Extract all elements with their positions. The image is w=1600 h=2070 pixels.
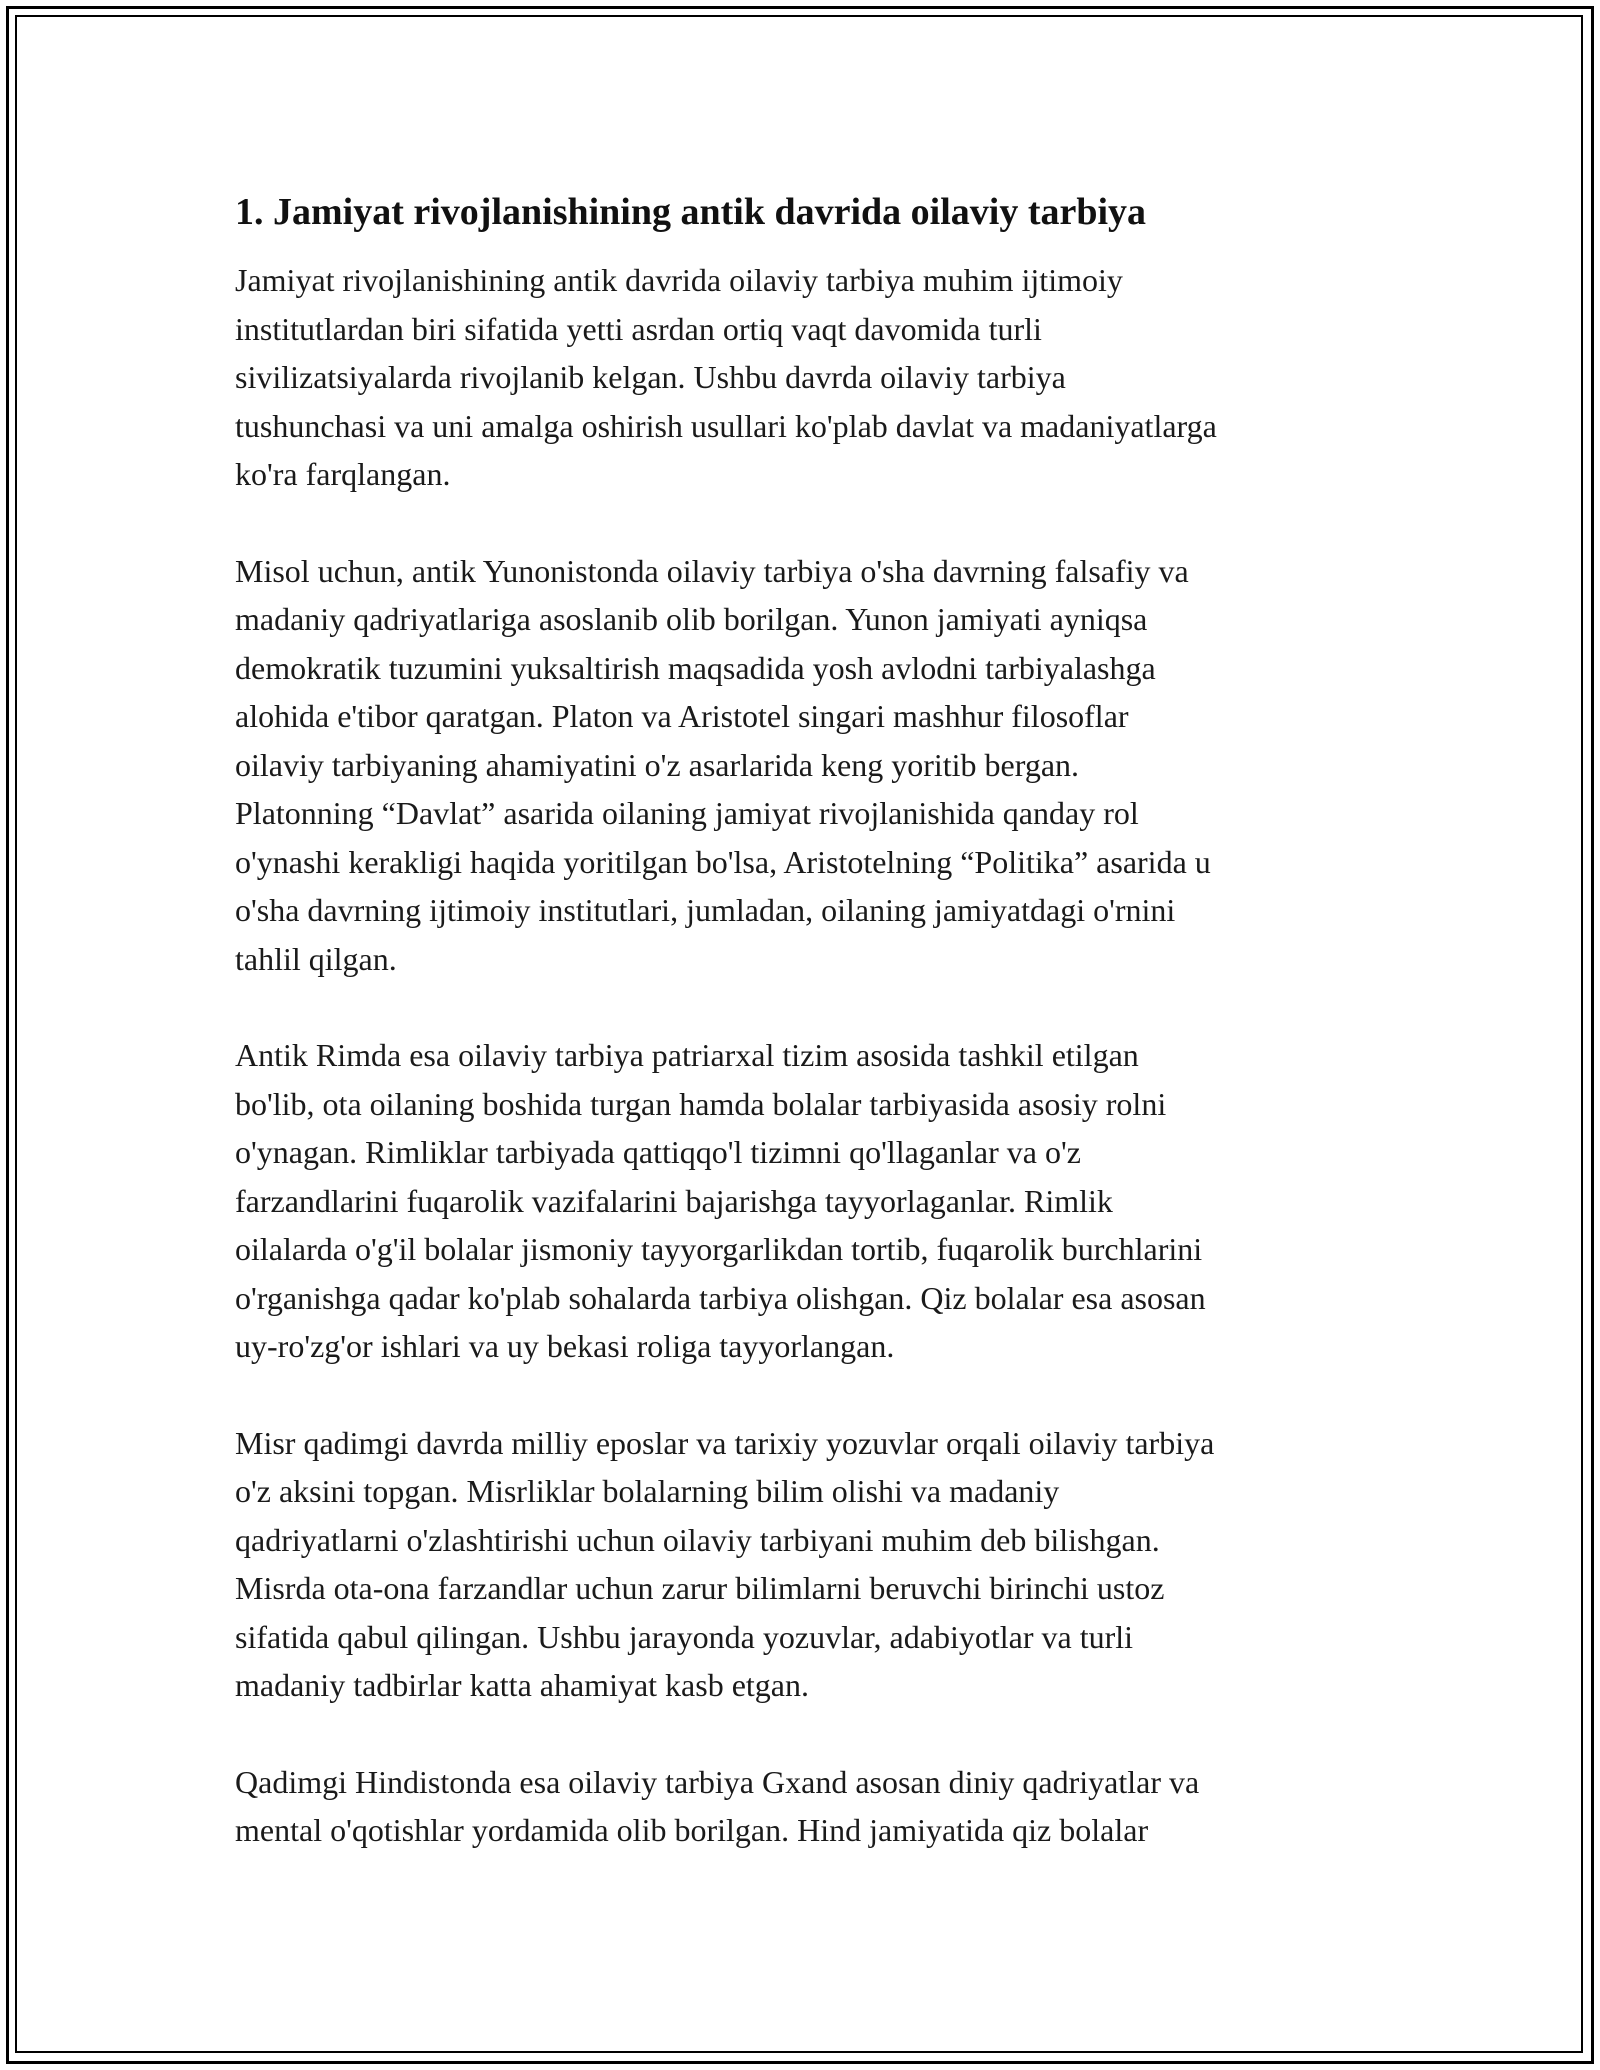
paragraph-greece: Misol uchun, antik Yunonistonda oilaviy tarbiya o'sha davrning falsafiy va madaniy qadriyatlariga asoslanib olib borilgan. Yunon jamiyati ayniqsa demokratik tuzumini yuksaltirish maqsadida yosh avlodni tarbiyalashga alohida e'tibor qaratgan. Platon va Aristotel singari mashhur filosoflar oilaviy tarbiyaning ahamiyatini o'z asarlarida keng yoritib bergan. Platonning “Davlat” asarida oilaning jamiyat rivojlanishida qanday rol o'ynashi kerakligi haqida yoritilgan bo'lsa, Aristotelning “Politika” asarida u o'sha davrning ijtimoiy institutlari, jumladan, oilaning jamiyatdagi o'rnini tahlil qilgan. [235, 552, 1211, 977]
paragraph-rome: Antik Rimda esa oilaviy tarbiya patriarxal tizim asosida tashkil etilgan bo'lib, ota oilaning boshida turgan hamda bolalar tarbiyasida asosiy rolni o'ynagan. Rimliklar tarbiyada qattiqqo'l tizimni qo'llaganlar va o'z farzandlarini fuqarolik vazifalarini bajarishga tayyorlaganlar. Rimlik oilalarda o'g'il bolalar jismoniy tayyorgarlikdan tortib, fuqarolik burchlarini o'rganishga qadar ko'plab sohalarda tarbiya olishgan. Qiz bolalar esa asosan uy-ro'zg'or ishlari va uy bekasi roliga tayyorlangan. [235, 1037, 1206, 1364]
paragraph-egypt: Misr qadimgi davrda milliy eposlar va tarixiy yozuvlar orqali oilaviy tarbiya o'z aksini topgan. Misrliklar bolalarning bilim olishi va madaniy qadriyatlarni o'zlashtirishi uchun oilaviy tarbiyani muhim deb bilishgan. Misrda ota-ona farzandlar uchun zarur bilimlarni beruvchi birinchi ustoz sifatida qabul qilingan. Ushbu jarayonda yozuvlar, adabiyotlar va turli madaniy tadbirlar katta ahamiyat kasb etgan. [235, 1424, 1215, 1703]
paragraph-intro: Jamiyat rivojlanishining antik davrida oilaviy tarbiya muhim ijtimoiy institutlardan biri sifatida yetti asrdan ortiq vaqt davomida turli sivilizatsiyalarda rivojlanib kelgan. Ushbu davrda oilaviy tarbiya tushunchasi va uni amalga oshirish usullari ko'plab davlat va madaniyatlarga ko'ra farqlangan. [235, 262, 1217, 492]
paragraph-india: Qadimgi Hindistonda esa oilaviy tarbiya Gxand asosan diniy qadriyatlar va mental o'qotishlar yordamida olib borilgan. Hind jamiyatida qiz bolalar [235, 1763, 1200, 1848]
section-heading: 1. Jamiyat rivojlanishining antik davrida oilaviy tarbiya [235, 191, 1147, 233]
document-body [235, 186, 1370, 1903]
